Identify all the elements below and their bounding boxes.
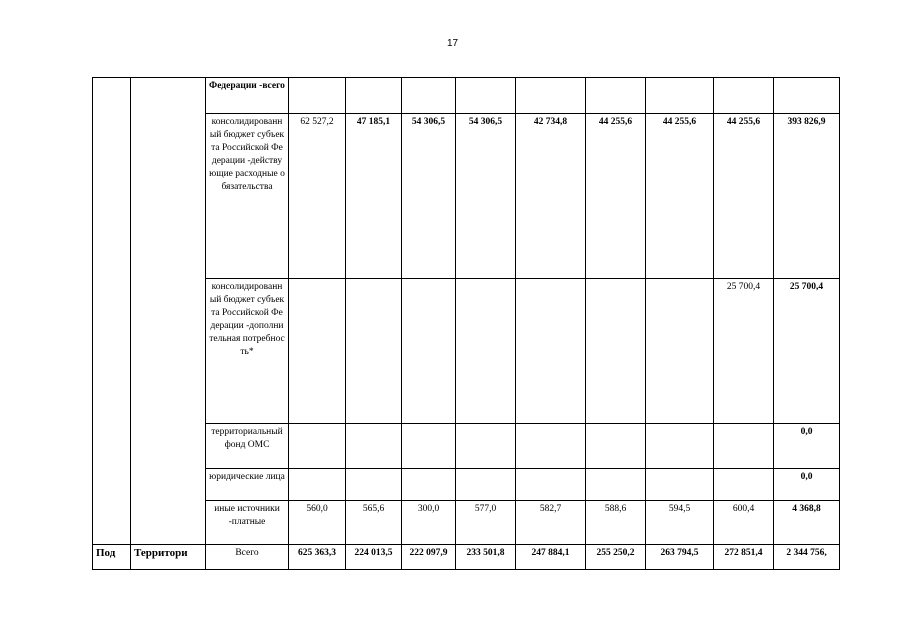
row-label: Всего [206,545,289,570]
value-cell: 4 368,8 [774,501,840,545]
value-cell [289,279,346,424]
value-cell: 0,0 [774,424,840,469]
value-cell [646,78,714,114]
value-cell: 560,0 [289,501,346,545]
budget-table [92,77,840,570]
table-row [93,469,840,501]
value-cell [714,469,774,501]
value-cell [456,279,516,424]
value-cell [346,469,402,501]
row-col2: Территори [131,545,206,570]
value-cell [516,424,586,469]
value-cell [646,469,714,501]
row-label: консолидированный бюджет субъекта Российской Федерации -дополнительная потребность* [206,279,289,424]
value-cell: 594,5 [646,501,714,545]
empty-cell [131,78,206,545]
row-label: юридические лица [206,469,289,501]
row-label: Федерации -всего [206,78,289,114]
table-row [93,424,840,469]
value-cell: 224 013,5 [346,545,402,570]
value-cell: 233 501,8 [456,545,516,570]
value-cell: 577,0 [456,501,516,545]
value-cell: 393 826,9 [774,114,840,279]
table-row [93,279,840,424]
value-cell: 25 700,4 [774,279,840,424]
value-cell [774,78,840,114]
table-row [93,78,840,114]
value-cell [289,78,346,114]
value-cell: 42 734,8 [516,114,586,279]
value-cell: 565,6 [346,501,402,545]
value-cell: 2 344 756, [774,545,840,570]
value-cell: 44 255,6 [646,114,714,279]
row-col1: Под [93,545,131,570]
value-cell: 44 255,6 [586,114,646,279]
value-cell [516,279,586,424]
value-cell: 625 363,3 [289,545,346,570]
value-cell [402,424,456,469]
value-cell: 54 306,5 [456,114,516,279]
row-label: иные источники -платные [206,501,289,545]
value-cell [456,424,516,469]
value-cell [714,78,774,114]
value-cell: 44 255,6 [714,114,774,279]
value-cell: 588,6 [586,501,646,545]
value-cell [646,279,714,424]
value-cell [346,78,402,114]
value-cell: 62 527,2 [289,114,346,279]
empty-cell [93,78,131,545]
value-cell [586,279,646,424]
value-cell [402,78,456,114]
value-cell [516,78,586,114]
value-cell: 582,7 [516,501,586,545]
value-cell [516,469,586,501]
table-row [93,114,840,279]
value-cell [346,424,402,469]
value-cell [714,424,774,469]
value-cell [289,424,346,469]
value-cell [586,424,646,469]
value-cell [402,469,456,501]
value-cell [586,78,646,114]
value-cell: 47 185,1 [346,114,402,279]
value-cell: 222 097,9 [402,545,456,570]
value-cell: 247 884,1 [516,545,586,570]
value-cell [646,424,714,469]
row-label: территориальный фонд ОМС [206,424,289,469]
value-cell [456,469,516,501]
value-cell: 25 700,4 [714,279,774,424]
table-row [93,501,840,545]
value-cell: 272 851,4 [714,545,774,570]
value-cell: 300,0 [402,501,456,545]
value-cell: 0,0 [774,469,840,501]
row-label: консолидированный бюджет субъекта Российской Федерации -действующие расходные обязательства [206,114,289,279]
value-cell: 54 306,5 [402,114,456,279]
value-cell [402,279,456,424]
value-cell: 255 250,2 [586,545,646,570]
value-cell: 600,4 [714,501,774,545]
value-cell [586,469,646,501]
page-number: 17 [446,38,459,49]
value-cell [289,469,346,501]
value-cell [456,78,516,114]
value-cell [346,279,402,424]
value-cell: 263 794,5 [646,545,714,570]
table-row [93,545,840,570]
